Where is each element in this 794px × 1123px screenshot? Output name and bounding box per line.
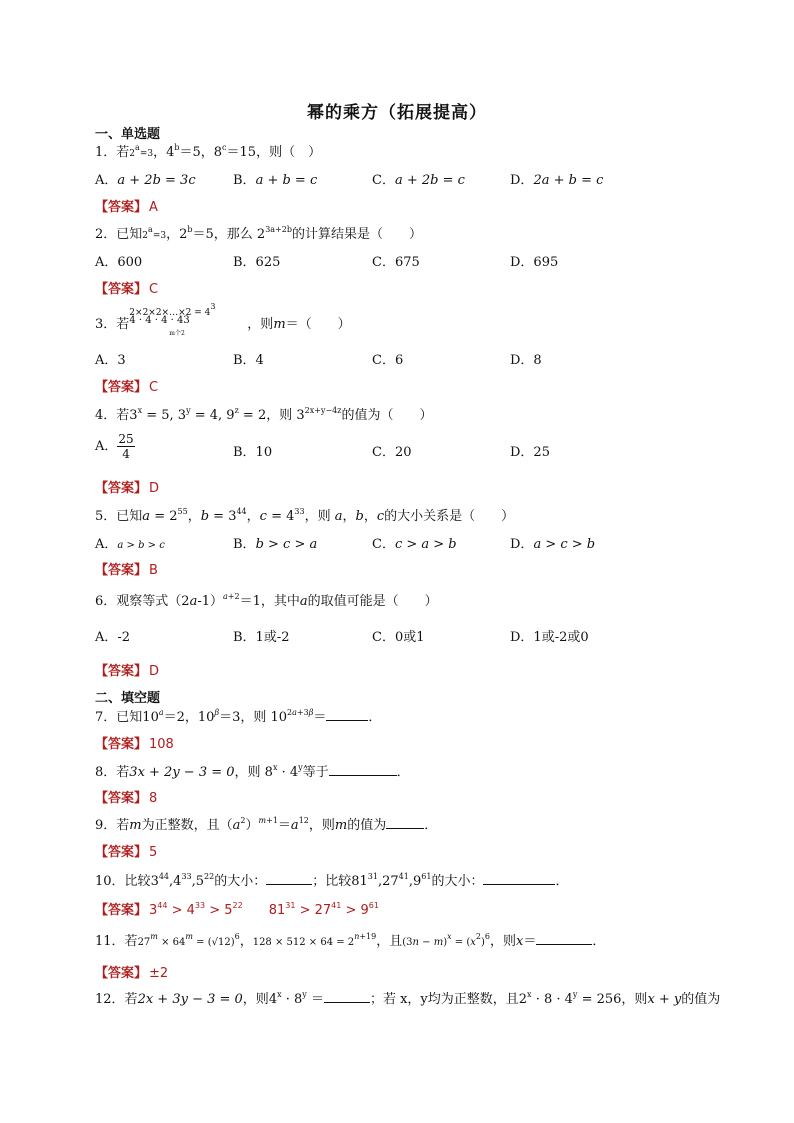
section-heading-single-choice: 一、单选题	[95, 127, 161, 142]
q6-answer: 【答案】 D	[95, 664, 160, 679]
q1-option-d: D．2a + b = c	[510, 173, 604, 188]
q4-option-b: B．10	[233, 445, 273, 460]
q1-option-b: B．a + b = c	[233, 173, 318, 188]
q3-option-b: B．4	[233, 353, 264, 368]
q6-option-b: B．1或-2	[233, 630, 290, 645]
q6-option-c: C．0或1	[372, 630, 425, 645]
q5-option-b: B．b > c > a	[233, 537, 318, 552]
q5-option-c: C．c > a > b	[372, 537, 457, 552]
question-1: 1．若$2^a=3$，$4^b=5$，$8^c=15$，则（ ）	[95, 143, 322, 160]
q2-option-c: C．675	[372, 255, 420, 270]
question-4: 4．若$3^x = 5$, $3^y = 4$, $9^z = 2$，则 $3^{2x+y-4z}$的值为（ ）	[95, 406, 433, 423]
q2-answer: 【答案】 C	[95, 282, 159, 297]
question-10: 10．比较$3^{44},4^{33},5^{22}$的大小： ；比较$81^{31},27^{41},9^{61}$的大小： ．	[95, 872, 569, 889]
question-6: 6．观察等式$(2a-1)^{a+2}=1$，其中a的取值可能是（ ）	[95, 592, 438, 609]
q3-option-a: A．3	[95, 353, 126, 368]
question-7: 7．已知$10^a=2$，$10^\beta=3$，则 $10^{2a+3\beta}=$ ．	[95, 708, 382, 725]
page-title: 幂的乘方（拓展提高）	[307, 103, 487, 123]
q2-option-a: A．600	[95, 255, 143, 270]
q6-option-a: A．-2	[95, 630, 131, 645]
q3-option-d: D．8	[510, 353, 542, 368]
q10-answer: 【答案】 $3^{44} > 4^{33} > 5^{22}$ $81^{31} > 27^{41} > 9^{61}$	[95, 901, 379, 918]
q8-answer: 【答案】 8	[95, 791, 158, 806]
q3-option-c: C．6	[372, 353, 404, 368]
q6-option-d: D．1或-2或0	[510, 630, 589, 645]
q4-answer: 【答案】 D	[95, 481, 160, 496]
q1-option-a: A．a + 2b = 3c	[95, 173, 196, 188]
q2-option-d: D．695	[510, 255, 559, 270]
q5-option-a: A．a > b > c	[95, 537, 165, 552]
q4-option-d: D．25	[510, 445, 550, 460]
q3-expression: 2×2×2×…×2 = $4^3$ 4 · 4 · 4 · 43 m个2	[129, 302, 216, 337]
q11-answer: 【答案】 ±2	[95, 966, 169, 981]
q1-option-c: C．a + 2b = c	[372, 173, 465, 188]
question-3: 3．若 2×2×2×…×2 = $4^3$ 4 · 4 · 4 · 43 m个2 ，则m＝（ ）	[95, 302, 351, 337]
q1-answer: 【答案】 A	[95, 200, 158, 215]
q4-fraction: $\frac{25}{4}$	[118, 432, 134, 461]
question-5: 5．已知$a = 2^{55}$，$b = 3^{44}$，$c = 4^{33}$，则 a，b，c的大小关系是（ ）	[95, 507, 515, 524]
q7-answer: 【答案】 108	[95, 737, 174, 752]
q3-answer: 【答案】 C	[95, 380, 159, 395]
question-8: 8．若3x + 2y − 3 = 0，则 $8^x \cdot 4^y$等于 ．	[95, 763, 410, 780]
section-heading-fill-blank: 二、填空题	[95, 691, 161, 706]
q2-option-b: B．625	[233, 255, 281, 270]
question-2: 2．已知$2^a=3$，$2^b=5$，那么 $2^{3a+2b}$的计算结果是（ ）	[95, 225, 422, 242]
q4-option-a: A． $\frac{25}{4}$	[95, 432, 134, 461]
question-11: 11．若$27^m \times 64^m = (√12)^6$，$128 \times 512 \times 64 = 2^{n+19}$，且$(3n - m)^x = (x^2)^6$，则x＝ ．	[95, 932, 606, 949]
q4-option-c: C．20	[372, 445, 412, 460]
q5-option-d: D．a > c > b	[510, 537, 596, 552]
question-12: 12．若2x + 3y − 3 = 0，则$4^x \cdot 8^y$ ＝ ；若 x，y均为正整数，且$2^x \cdot 8 \cdot 4^y = 256$，则x + y的值为	[95, 990, 721, 1007]
q9-answer: 【答案】 5	[95, 845, 158, 860]
q5-answer: 【答案】 B	[95, 563, 158, 578]
question-9: 9．若m为正整数，且$(a^2)^{m+1}=a^{12}$，则m的值为 ．	[95, 816, 438, 833]
